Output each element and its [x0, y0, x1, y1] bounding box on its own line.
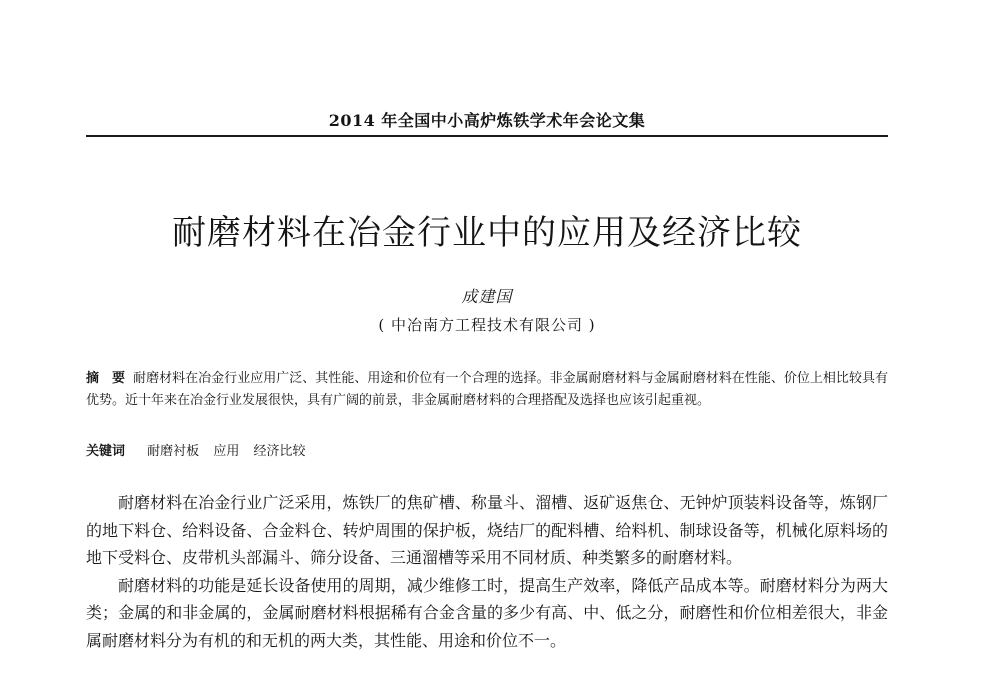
keyword-item: 耐磨衬板 — [147, 444, 200, 459]
keywords — [86, 440, 888, 459]
keywords-label: 关键词 — [86, 444, 126, 459]
keyword-item: 经济比较 — [253, 444, 306, 459]
abstract — [86, 368, 888, 411]
body-text — [86, 489, 888, 654]
article-title: 耐磨材料在冶金行业中的应用及经济比较 — [172, 213, 802, 253]
body-paragraph: 耐磨材料在冶金行业广泛采用，炼铁厂的焦矿槽、称量斗、溜槽、返矿返焦仓、无钟炉顶装料设备等，炼钢厂的地下料仓、给料设备、合金料仓、转炉周围的保护板，烧结厂的配料槽、给料机、制球设备等，机械化原料场的地下受料仓、皮带机头部漏斗、筛分设备、三通溜槽等采用不同材质、种类繁多的耐磨材料。 — [86, 493, 888, 567]
body-paragraph: 耐磨材料的功能是延长设备使用的周期，减少维修工时，提高生产效率，降低产品成本等。耐磨材料分为两大类；金属的和非金属的，金属耐磨材料根据稀有合金含量的多少有高、中、低之分，耐磨性和价位相差很大，非金属耐磨材料分为有机的和无机的两大类，其性能、用途和价位不一。 — [86, 575, 888, 650]
header-rule — [86, 135, 888, 137]
abstract-text: 耐磨材料在冶金行业应用广泛、其性能、用途和价位有一个合理的选择。非金属耐磨材料与金属耐磨材料在性能、价位上相比较具有优势。近十年来在冶金行业发展很快，具有广阔的前景，非金属耐磨材料的合理搭配及选择也应该引起重视。 — [86, 371, 888, 408]
keyword-item: 应用 — [213, 444, 240, 459]
author-name: 成建国 — [461, 287, 513, 306]
author-affiliation: ( 中冶南方工程技术有限公司 ) — [378, 316, 596, 334]
running-header: 2014 年全国中小高炉炼铁学术年会论文集 — [328, 111, 646, 130]
abstract-label: 摘 要 — [86, 371, 126, 386]
